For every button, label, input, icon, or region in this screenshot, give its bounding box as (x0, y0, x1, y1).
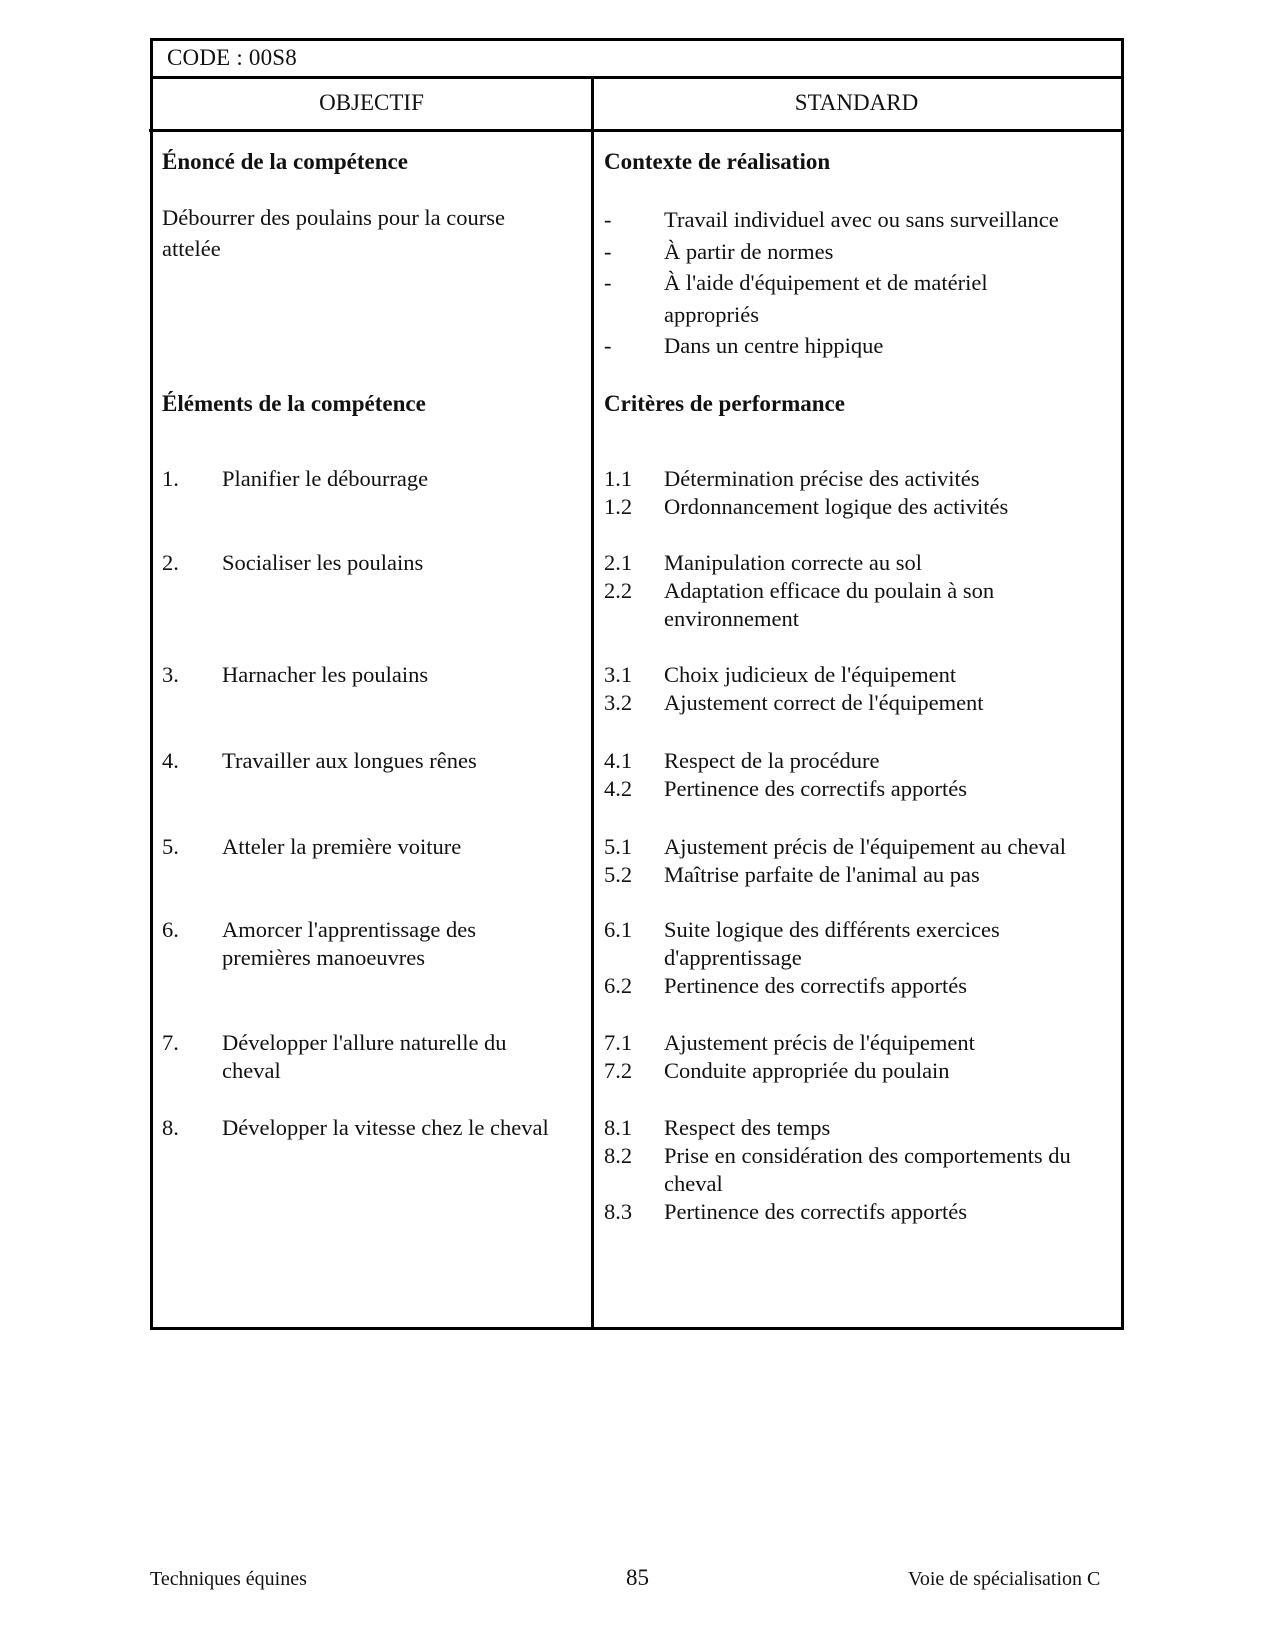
element-number: 1. (162, 466, 179, 491)
criteres-group (604, 465, 1124, 521)
critere-text: Ajustement correct de l'équipement (664, 690, 984, 715)
element-line: Développer la vitesse chez le cheval (222, 1115, 549, 1140)
critere-item (604, 493, 1124, 521)
critere-item (604, 972, 1124, 1000)
critere-text: Conduite appropriée du poulain (664, 1058, 950, 1083)
critere-text: Ajustement précis de l'équipement au cheval (664, 834, 1067, 859)
critere-number: 4.2 (604, 776, 633, 801)
criteres-group (604, 549, 1124, 633)
contexte-text: Travail individuel avec ou sans surveillance (664, 207, 1059, 232)
critere-number: 3.1 (604, 662, 633, 687)
critere-number: 1.1 (604, 466, 633, 491)
criteres-heading: Critères de performance (604, 391, 845, 416)
critere-item (604, 1029, 1124, 1057)
competency-table (150, 38, 1124, 1330)
element-item (162, 1114, 582, 1142)
critere-item (604, 465, 1124, 493)
contexte-text: À partir de normes (664, 238, 834, 264)
element-line: cheval (222, 1058, 281, 1083)
footer-track: Voie de spécialisation C (908, 1568, 1101, 1590)
bullet-dash: - (604, 238, 612, 264)
element-line: Socialiser les poulains (222, 550, 424, 575)
column-divider (591, 76, 594, 1327)
element-number: 2. (162, 550, 179, 575)
criteres-group (604, 661, 1124, 717)
critere-number: 1.2 (604, 494, 633, 519)
element-text (222, 661, 582, 689)
contexte-text: appropriés (664, 301, 759, 327)
critere-item (604, 861, 1124, 889)
critere-item (604, 833, 1124, 861)
element-number: 4. (162, 748, 179, 773)
enonce-line: attelée (162, 236, 221, 261)
element-text (222, 916, 582, 972)
element-number: 5. (162, 834, 179, 859)
criteres-group (604, 833, 1124, 889)
critere-item-continuation (604, 605, 1124, 633)
element-line: Amorcer l'apprentissage des (222, 917, 476, 942)
contexte-text: À l'aide d'équipement et de matériel (664, 270, 988, 295)
critere-item (604, 661, 1124, 689)
critere-item (604, 549, 1124, 577)
critere-item (604, 1057, 1124, 1085)
element-item (162, 465, 582, 493)
critere-text: Ajustement précis de l'équipement (664, 1030, 975, 1055)
element-line: Planifier le débourrage (222, 466, 429, 491)
critere-text: Maîtrise parfaite de l'animal au pas (664, 862, 980, 887)
element-text (222, 833, 582, 861)
critere-text: Adaptation efficace du poulain à son (664, 578, 995, 603)
element-text (222, 747, 582, 775)
critere-item (604, 689, 1124, 717)
header-standard: STANDARD (794, 90, 919, 115)
critere-number: 5.2 (604, 862, 633, 887)
element-text (222, 465, 582, 493)
code-label: CODE : 00S8 (167, 45, 297, 70)
critere-text: Respect de la procédure (664, 748, 880, 773)
contexte-item (604, 204, 1124, 236)
critere-text: Respect des temps (664, 1115, 831, 1140)
bullet-dash: - (604, 333, 612, 358)
critere-text: Détermination précise des activités (664, 466, 980, 491)
critere-number (604, 944, 664, 972)
critere-number: 3.2 (604, 690, 633, 715)
objectif-column (162, 41, 582, 1327)
critere-item (604, 1198, 1124, 1226)
critere-number: 2.1 (604, 550, 633, 575)
critere-number: 8.2 (604, 1143, 633, 1168)
footer-program: Techniques équines (150, 1568, 307, 1590)
element-line: Développer l'allure naturelle du (222, 1030, 507, 1055)
critere-item (604, 1114, 1124, 1142)
element-item (162, 747, 582, 775)
critere-item (604, 916, 1124, 944)
page-number: 85 (626, 1565, 649, 1590)
element-line: premières manoeuvres (222, 945, 426, 970)
contexte-item (604, 236, 1124, 268)
contexte-item (604, 330, 1124, 362)
critere-text: Choix judicieux de l'équipement (664, 662, 957, 687)
critere-number: 6.2 (604, 973, 633, 998)
standard-column (604, 41, 1124, 1327)
critere-text: Prise en considération des comportements du (664, 1143, 1071, 1168)
header-objectif: OBJECTIF (319, 90, 424, 115)
contexte-item-continuation (604, 299, 1124, 331)
critere-number: 2.2 (604, 578, 633, 603)
critere-number: 8.1 (604, 1115, 633, 1140)
element-number: 6. (162, 917, 179, 942)
bullet-dash (604, 299, 664, 331)
enonce-text (162, 204, 505, 263)
element-number: 3. (162, 662, 179, 687)
critere-text: Manipulation correcte au sol (664, 550, 923, 575)
elements-heading: Éléments de la compétence (162, 391, 426, 416)
criteres-group (604, 1029, 1124, 1085)
contexte-text: Dans un centre hippique (664, 333, 884, 358)
critere-item (604, 747, 1124, 775)
critere-text: Suite logique des différents exercices (664, 917, 1000, 942)
criteres-group (604, 916, 1124, 1000)
bullet-dash: - (604, 270, 612, 295)
element-line: Harnacher les poulains (222, 662, 429, 687)
element-number: 7. (162, 1030, 179, 1055)
critere-item (604, 775, 1124, 803)
critere-number: 5.1 (604, 834, 633, 859)
element-item (162, 1029, 582, 1085)
critere-text: Ordonnancement logique des activités (664, 494, 1009, 519)
critere-text: cheval (664, 1171, 723, 1196)
element-number: 8. (162, 1115, 179, 1140)
element-item (162, 661, 582, 689)
element-line: Travailler aux longues rênes (222, 748, 477, 773)
criteres-group (604, 1114, 1124, 1226)
critere-text: environnement (664, 606, 799, 631)
critere-item-continuation (604, 944, 1124, 972)
critere-number: 7.2 (604, 1058, 633, 1083)
element-line: Atteler la première voiture (222, 834, 462, 859)
critere-number: 8.3 (604, 1199, 633, 1224)
contexte-heading: Contexte de réalisation (604, 149, 831, 174)
critere-number: 7.1 (604, 1030, 633, 1055)
critere-text: Pertinence des correctifs apportés (664, 1199, 967, 1224)
critere-number (604, 605, 664, 633)
element-item (162, 549, 582, 577)
critere-item-continuation (604, 1170, 1124, 1198)
bullet-dash: - (604, 207, 612, 232)
critere-text: Pertinence des correctifs apportés (664, 776, 967, 801)
critere-item (604, 1142, 1124, 1170)
critere-text: d'apprentissage (664, 945, 802, 970)
critere-number: 4.1 (604, 748, 633, 773)
element-text (222, 1029, 582, 1085)
contexte-item (604, 267, 1124, 299)
criteres-group (604, 747, 1124, 803)
element-text (222, 1114, 582, 1142)
critere-item (604, 577, 1124, 605)
critere-number: 6.1 (604, 917, 633, 942)
critere-text: Pertinence des correctifs apportés (664, 973, 967, 998)
element-text (222, 549, 582, 577)
element-item (162, 833, 582, 861)
enonce-heading: Énoncé de la compétence (162, 149, 408, 174)
critere-number (604, 1170, 664, 1198)
contexte-list (604, 204, 1124, 362)
element-item (162, 916, 582, 972)
enonce-line: Débourrer des poulains pour la course (162, 205, 506, 230)
